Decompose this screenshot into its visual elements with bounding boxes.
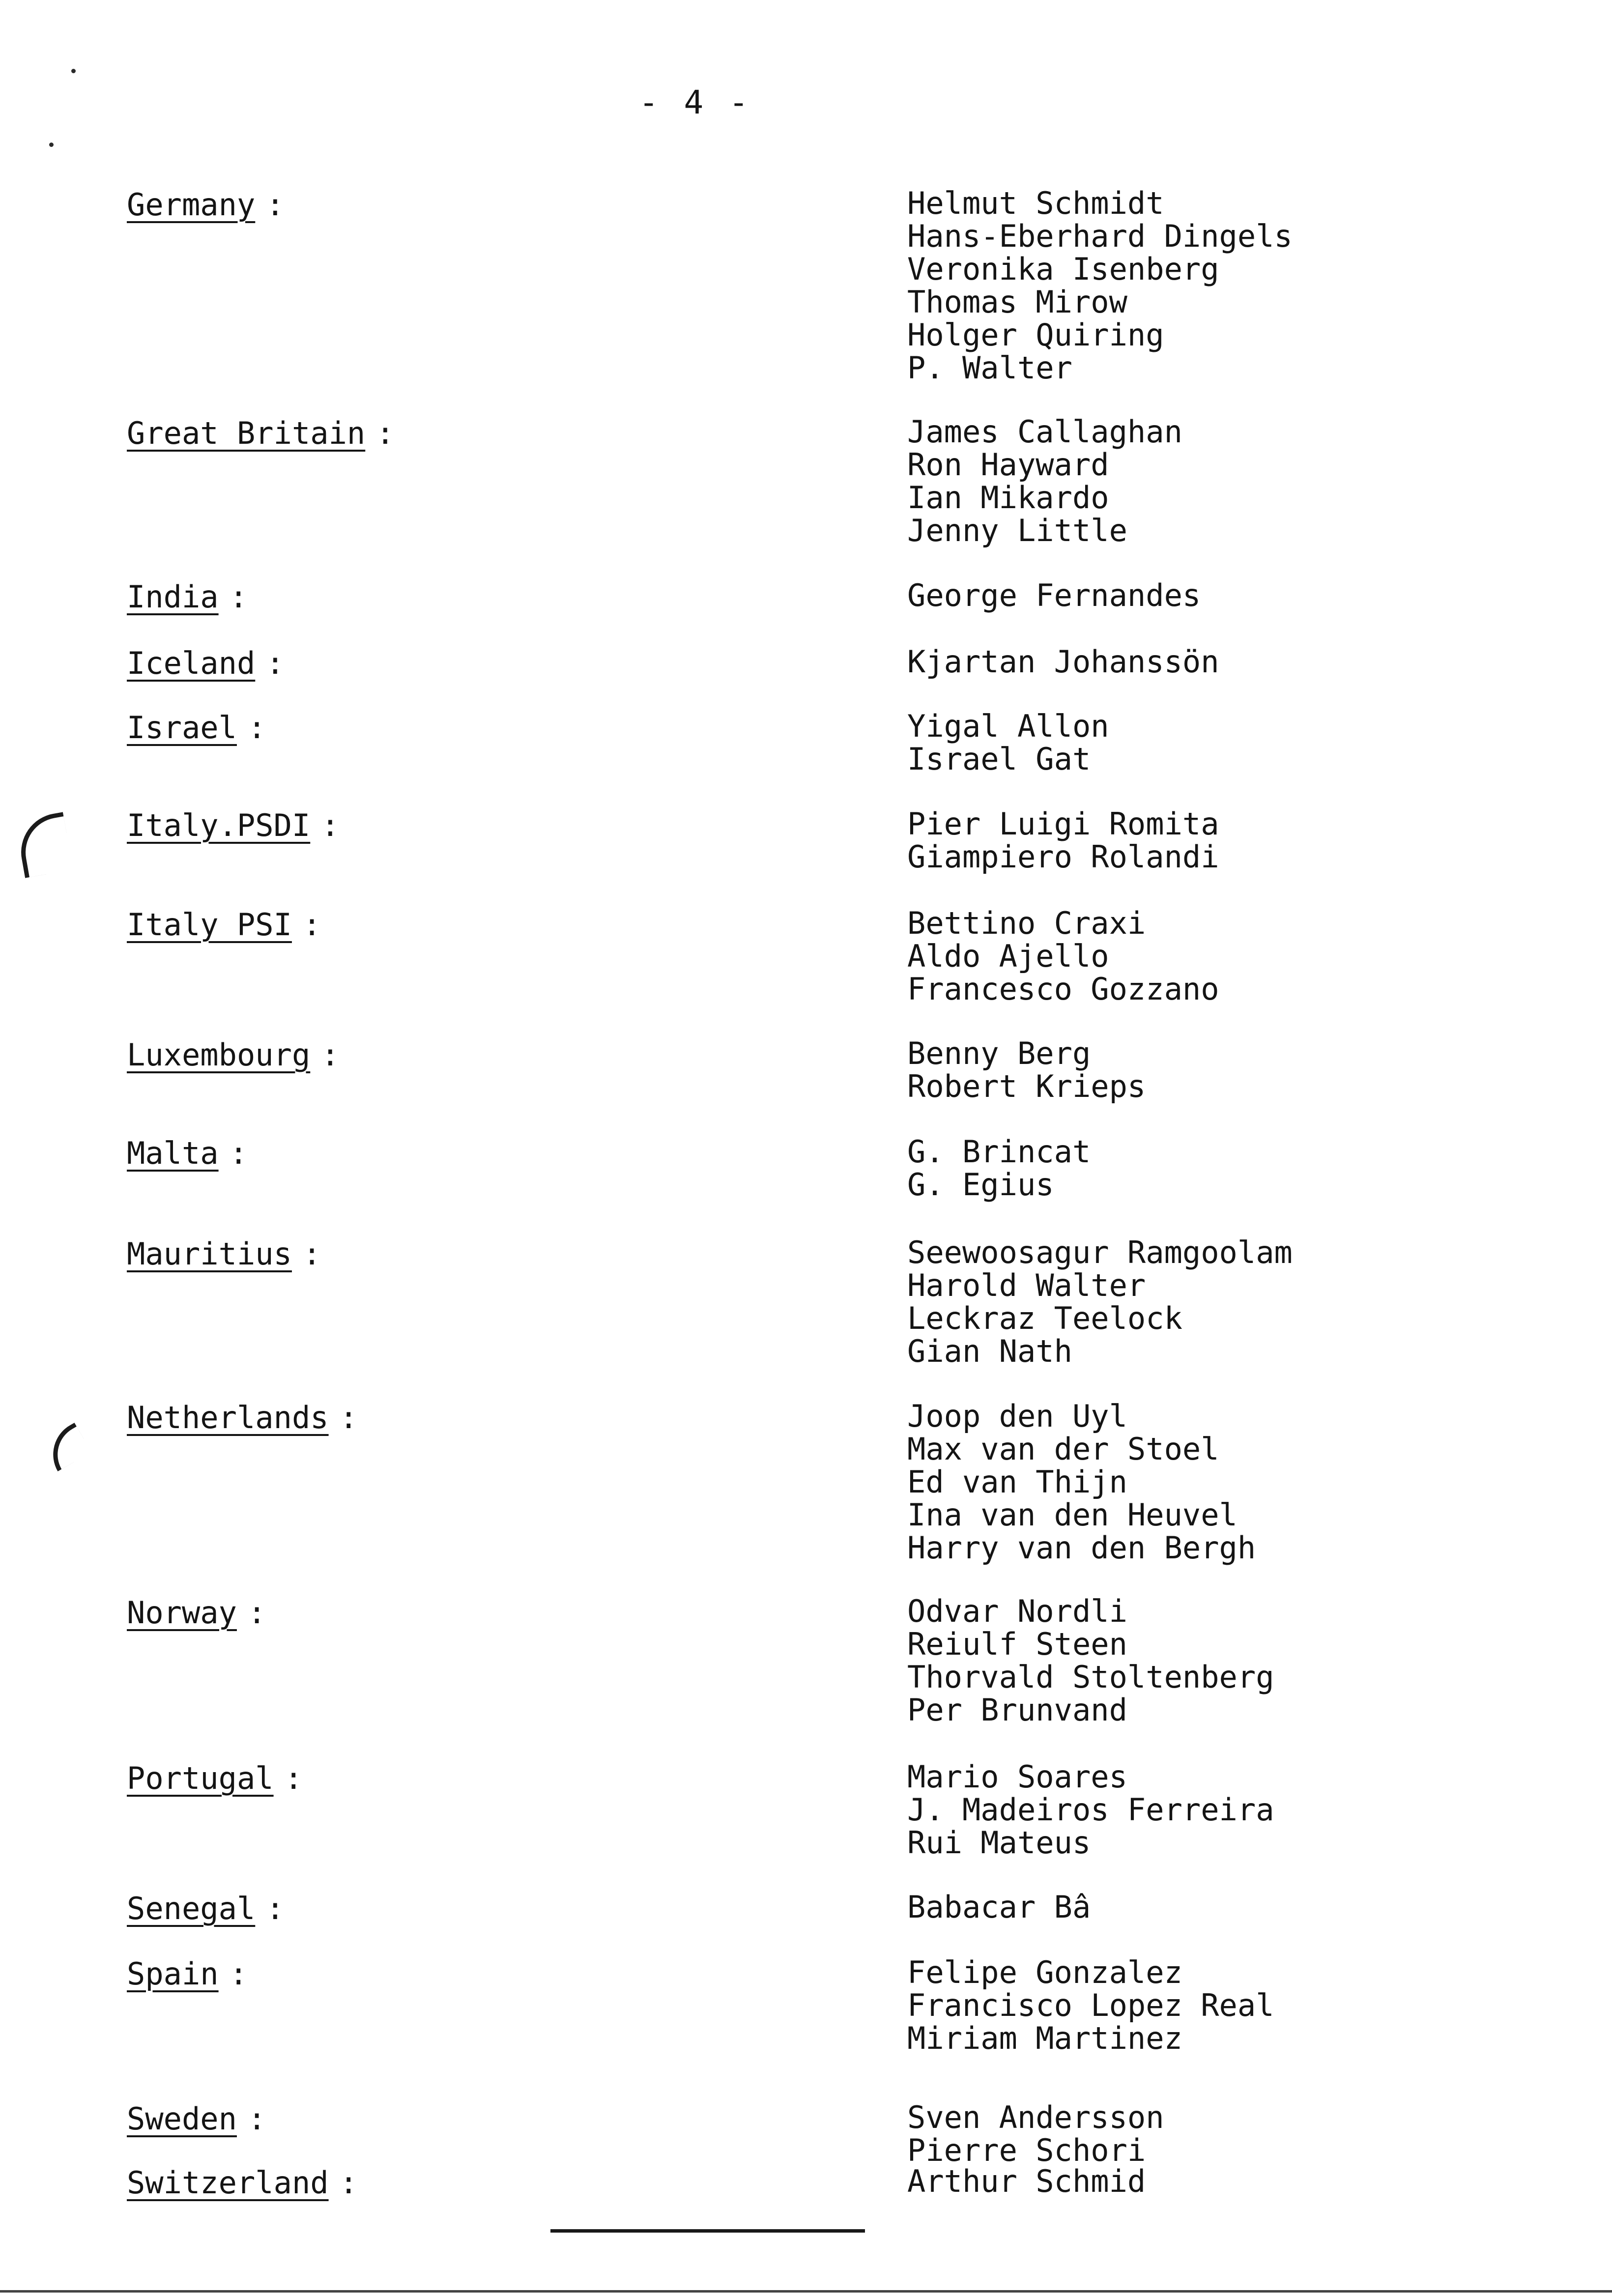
country-label [127,807,340,843]
delegate-name: Israel Gat [907,741,1091,777]
country-label [127,2165,358,2201]
page-number: - 4 - [639,84,751,121]
delegate-name: Miriam Martinez [907,2020,1182,2056]
country-colon: : [266,645,285,681]
delegate-names [907,1236,1293,1368]
country-colon: : [247,2101,266,2137]
country-colon: : [266,1891,285,1926]
delegate-name: Bettino Craxi [907,905,1146,941]
delegate-name: Joop den Uyl [907,1398,1127,1434]
delegate-names [907,1956,1274,2055]
country-label [127,1135,248,1171]
delegate-name: Odvar Nordli [907,1593,1127,1629]
delegate-name: Veronika Isenberg [907,251,1219,287]
country-label [127,579,248,615]
country-label [127,415,395,451]
country-colon: : [339,2165,358,2201]
country-colon: : [247,1595,266,1631]
country-colon: : [247,710,266,746]
speck [71,69,76,73]
delegate-name: Seewoosagur Ramgoolam [907,1234,1293,1270]
delegate-names [907,710,1109,775]
delegate-names [907,187,1293,384]
country-name: Iceland [127,645,256,681]
delegate-name: P. Walter [907,350,1072,386]
page-bottom-edge [0,2290,1612,2293]
delegate-name: Ina van den Heuvel [907,1497,1238,1533]
country-colon: : [321,807,340,843]
delegate-name: Jenny Little [907,513,1127,548]
delegate-names [907,1891,1091,1923]
country-colon: : [321,1037,340,1073]
country-label [127,1595,266,1631]
delegate-name: G. Egius [907,1167,1054,1203]
delegate-names [907,2101,1164,2167]
delegate-name: James Callaghan [907,414,1182,450]
delegate-name: Ian Mikardo [907,480,1109,516]
delegate-name: Pier Luigi Romita [907,806,1219,842]
country-label [127,1400,358,1435]
country-name: Switzerland [127,2165,329,2201]
delegate-name: Gian Nath [907,1333,1072,1369]
country-colon: : [302,1236,321,1272]
country-name: Netherlands [127,1400,329,1435]
country-label [127,710,266,746]
delegate-name: Ron Hayward [907,447,1109,483]
country-name: Great Britain [127,415,366,451]
country-colon: : [376,415,395,451]
delegate-name: Leckraz Teelock [907,1300,1182,1336]
country-colon: : [284,1760,303,1796]
delegate-name: Benny Berg [907,1035,1091,1071]
delegate-names [907,2165,1146,2198]
country-name: Israel [127,710,237,746]
delegate-name: G. Brincat [907,1134,1091,1170]
country-name: India [127,579,219,615]
delegate-name: Aldo Ajello [907,938,1109,974]
delegate-name: Felipe Gonzalez [907,1954,1182,1990]
delegate-names [907,579,1201,612]
delegate-name: Harry van den Bergh [907,1530,1256,1566]
delegate-name: Thorvald Stoltenberg [907,1659,1274,1695]
delegate-names [907,1400,1256,1564]
country-colon: : [339,1400,358,1435]
delegate-name: Hans-Eberhard Dingels [907,218,1293,254]
country-colon: : [266,187,285,223]
delegate-name: Yigal Allon [907,708,1109,744]
delegate-name: Reiulf Steen [907,1626,1127,1662]
delegate-name: J. Madeiros Ferreira [907,1792,1274,1828]
delegate-name: Ed van Thijn [907,1464,1127,1500]
country-label [127,1956,248,1992]
country-label [127,1891,285,1926]
country-name: Germany [127,187,256,223]
country-name: Spain [127,1956,219,1992]
country-colon: : [229,579,248,615]
footer-rule [550,2229,865,2233]
delegate-name: Francisco Lopez Real [907,1987,1274,2023]
delegate-name: Kjartan Johanssön [907,644,1219,680]
delegate-names [907,1760,1274,1859]
delegate-names [907,1037,1146,1103]
country-label [127,187,285,223]
delegate-name: Harold Walter [907,1267,1146,1303]
country-name: Mauritius [127,1236,292,1272]
delegate-name: Sven Andersson [907,2099,1164,2135]
delegate-name: Rui Mateus [907,1825,1091,1861]
delegate-name: Helmut Schmidt [907,185,1164,221]
country-label [127,1236,321,1272]
country-name: Portugal [127,1760,274,1796]
delegate-name: Robert Krieps [907,1068,1146,1104]
country-colon: : [229,1956,248,1992]
country-colon: : [229,1135,248,1171]
delegate-name: Arthur Schmid [907,2163,1146,2199]
country-label [127,2101,266,2137]
delegate-name: Giampiero Rolandi [907,839,1219,875]
country-name: Luxembourg [127,1037,311,1073]
delegate-names [907,645,1219,678]
delegate-name: Francesco Gozzano [907,971,1219,1007]
speck [49,143,54,147]
country-label [127,1037,340,1073]
country-label [127,645,285,681]
delegate-names [907,1135,1091,1201]
country-name: Malta [127,1135,219,1171]
delegate-names [907,807,1219,873]
country-label [127,1760,303,1796]
delegate-name: Max van der Stoel [907,1431,1219,1467]
delegate-name: Pierre Schori [907,2132,1146,2168]
delegate-name: Holger Quiring [907,317,1164,353]
delegate-name: Thomas Mirow [907,284,1127,320]
country-name: Norway [127,1595,237,1631]
delegate-name: Babacar Bâ [907,1889,1091,1925]
delegate-name: Per Brunvand [907,1692,1127,1728]
delegate-name: George Fernandes [907,577,1201,613]
delegate-names [907,907,1219,1005]
country-colon: : [302,907,321,943]
delegate-names [907,1595,1274,1726]
country-name: Italy.PSDI [127,807,311,843]
country-name: Senegal [127,1891,256,1926]
delegate-names [907,415,1182,547]
country-name: Sweden [127,2101,237,2137]
delegate-name: Mario Soares [907,1759,1127,1795]
country-name: Italy PSI [127,907,292,943]
country-label [127,907,321,943]
